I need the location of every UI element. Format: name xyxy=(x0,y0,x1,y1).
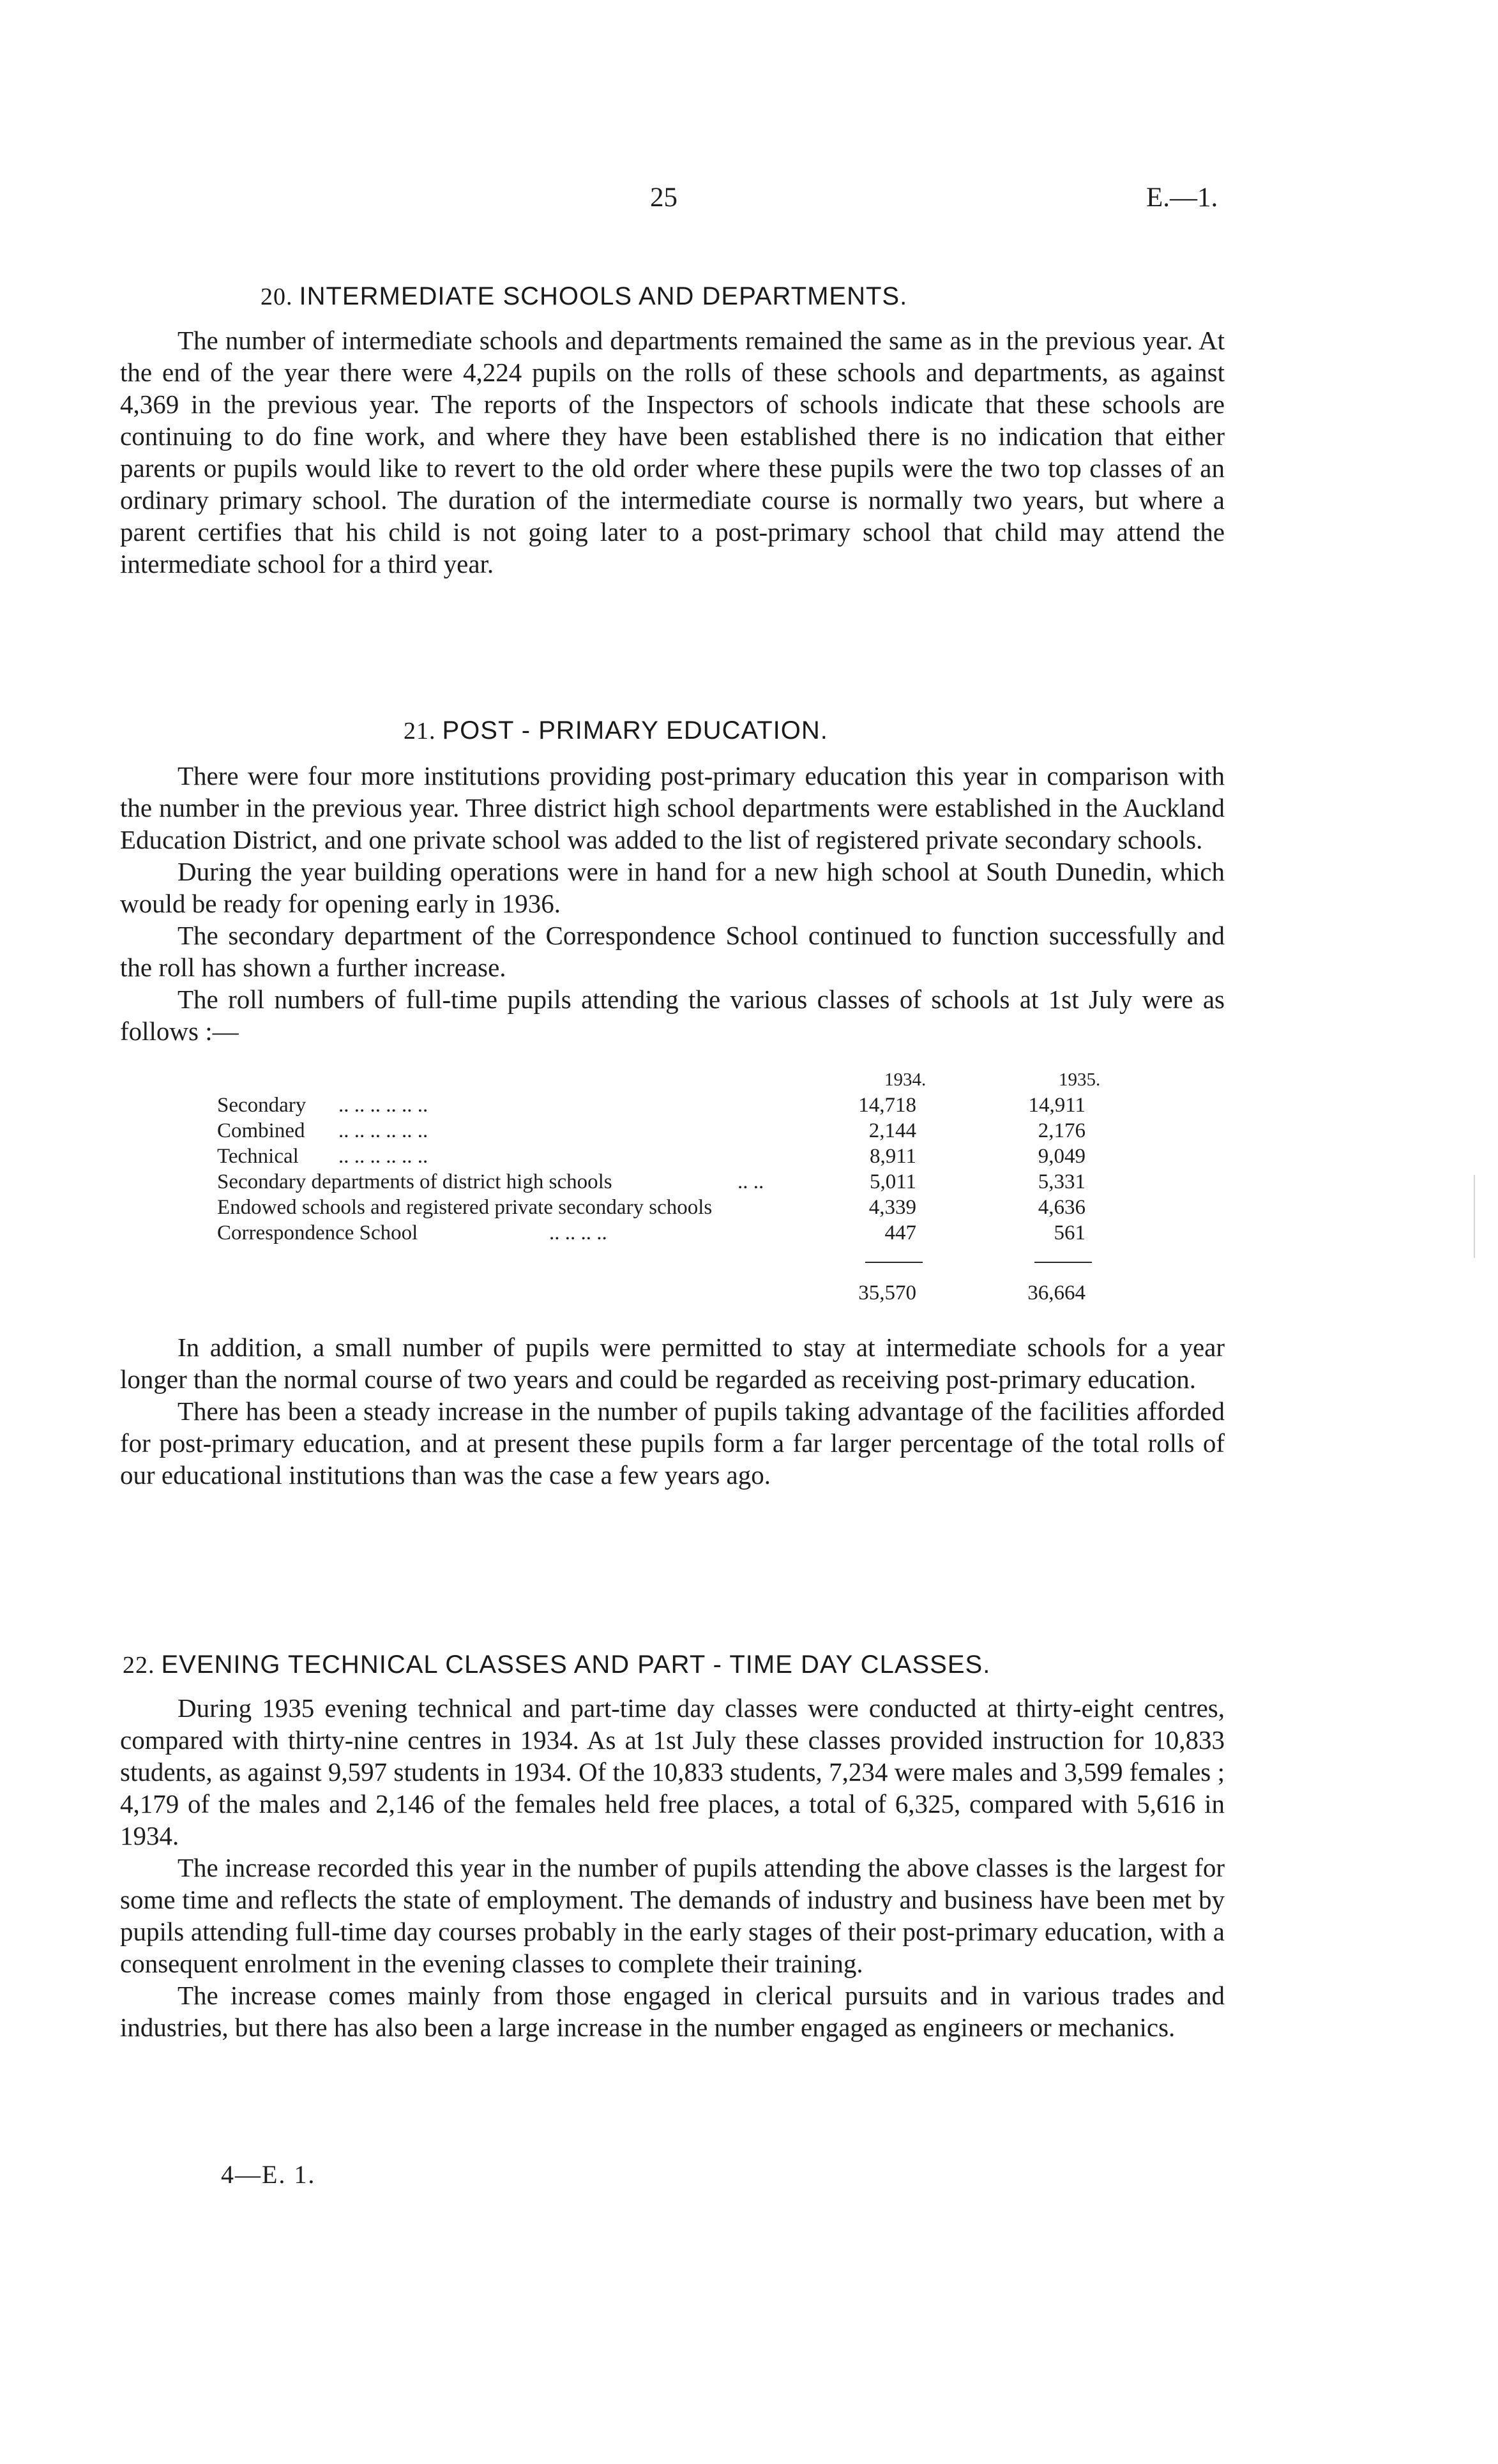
value-1934: 2,144 xyxy=(868,1119,916,1142)
table-row xyxy=(217,1221,1137,1247)
row-label: Endowed schools and registered private secondary schools xyxy=(217,1196,713,1219)
section-21-body xyxy=(120,760,1225,1047)
table-row xyxy=(217,1094,1137,1119)
roll-numbers-table xyxy=(217,1069,1137,1319)
dot-leader: .. .. .. .. xyxy=(549,1221,607,1244)
paragraph: During 1935 evening technical and part-time day classes were conducted at thirty-eight centres, compared with thirty-nine centres in 1934. As at 1st July these classes provided instruction for 10,833 students, as against 9,597 students in 1934. Of the 10,833 students, 7,234 were males and 3,599 females ; 4,179 of the males and 2,146 of the females held free places, a total of 6,325, compared with 5,616 in 1934. xyxy=(120,1693,1225,1850)
paragraph: There has been a steady increase in the number of pupils taking advantage of the facilities afforded for post-primary education, and at present these pupils form a far larger percentage of the total rolls of our educational institutions than was the case a few years ago. xyxy=(120,1396,1225,1490)
paragraph: The roll numbers of full-time pupils attending the various classes of schools at 1st July were as follows :— xyxy=(120,985,1225,1046)
section-20-body xyxy=(120,324,1225,580)
value-1935: 561 xyxy=(1054,1221,1086,1244)
section-21-continuation xyxy=(120,1331,1225,1491)
totals-row xyxy=(217,1281,1137,1307)
paragraph: The secondary department of the Correspondence School continued to function successfully and the roll has shown a further increase. xyxy=(120,921,1225,982)
value-1935: 14,911 xyxy=(1028,1094,1086,1117)
value-1935: 2,176 xyxy=(1038,1119,1086,1142)
section-22-heading xyxy=(123,1651,990,1679)
dot-leader: .. .. .. .. .. .. xyxy=(338,1094,428,1117)
paragraph: The number of intermediate schools and departments remained the same as in the previous year. At the end of the year there were 4,224 pupils on the rolls of these schools and departments, as against 4,369 in the previous year. The reports of the Inspectors of schools indicate that these schools are continuing to do fine work, and where they have been established there is no indication that either parents or pupils would like to revert to the old order where these pupils were the two top classes of an ordinary primary school. The duration of the intermediate course is normally two years, but where a parent certifies that his child is not going later to a post-primary school that child may attend the intermediate school for a third year. xyxy=(120,326,1225,578)
dot-leader: .. .. .. .. .. .. xyxy=(338,1145,428,1168)
table-row xyxy=(217,1170,1137,1196)
section-21-heading xyxy=(404,716,828,745)
table-row xyxy=(217,1119,1137,1145)
section-title: INTERMEDIATE SCHOOLS AND DEPARTMENTS. xyxy=(299,282,908,310)
section-number: 20. xyxy=(261,283,293,310)
section-22-body xyxy=(120,1692,1225,2043)
paragraph: The increase comes mainly from those engaged in clerical pursuits and in various trades and industries, but there has also been a large increase in the number engaged as engineers or mechanics. xyxy=(120,1981,1225,2042)
value-1935: 9,049 xyxy=(1038,1145,1086,1168)
value-1934: 14,718 xyxy=(858,1094,916,1117)
row-label: Technical xyxy=(217,1145,299,1168)
total-1934: 35,570 xyxy=(858,1281,916,1304)
column-header-1935: 1935. xyxy=(1059,1069,1101,1090)
scan-mark xyxy=(1474,1175,1475,1258)
paragraph: In addition, a small number of pupils were permitted to stay at intermediate schools for a year longer than the normal course of two years and could be regarded as receiving post-primary education. xyxy=(120,1333,1225,1394)
value-1934: 4,339 xyxy=(868,1196,916,1219)
value-1934: 8,911 xyxy=(869,1145,916,1168)
dot-leader: .. .. .. .. .. .. xyxy=(338,1119,428,1142)
printer-signature: 4—E. 1. xyxy=(221,2160,316,2189)
row-label: Secondary xyxy=(217,1094,306,1117)
table-row xyxy=(217,1145,1137,1170)
running-head xyxy=(0,182,1498,220)
row-label: Correspondence School xyxy=(217,1221,418,1244)
value-1935: 4,636 xyxy=(1038,1196,1086,1219)
total-rule-1935 xyxy=(1034,1262,1092,1263)
paragraph: The increase recorded this year in the number of pupils attending the above classes is the largest for some time and reflects the state of employment. The demands of industry and business have been met by pupils attending full-time day courses probably in the early stages of their post-primary education, with a consequent enrolment in the evening classes to complete their training. xyxy=(120,1853,1225,1978)
section-title: EVENING TECHNICAL CLASSES AND PART - TIME DAY CLASSES. xyxy=(161,1651,991,1679)
document-reference: E.—1. xyxy=(1146,183,1218,213)
paragraph: There were four more institutions providing post-primary education this year in comparison with the number in the previous year. Three district high school departments were established in the Auckland Education District, and one private school was added to the list of registered private secondary schools. xyxy=(120,761,1225,854)
total-1935: 36,664 xyxy=(1027,1281,1086,1304)
dot-leader: .. .. xyxy=(738,1170,764,1193)
paragraph: During the year building operations were in hand for a new high school at South Dunedin, which would be ready for opening early in 1936. xyxy=(120,857,1225,918)
page-number: 25 xyxy=(650,183,677,213)
value-1935: 5,331 xyxy=(1038,1170,1086,1193)
row-label: Secondary departments of district high schools xyxy=(217,1170,612,1193)
section-number: 21. xyxy=(404,718,436,744)
value-1934: 447 xyxy=(884,1221,916,1244)
total-rule-1934 xyxy=(865,1262,923,1263)
section-20-heading xyxy=(261,282,907,311)
value-1934: 5,011 xyxy=(869,1170,916,1193)
column-header-1934: 1934. xyxy=(884,1069,927,1090)
section-title: POST - PRIMARY EDUCATION. xyxy=(442,716,828,744)
section-number: 22. xyxy=(123,1652,155,1679)
table-row xyxy=(217,1196,1137,1221)
row-label: Combined xyxy=(217,1119,305,1142)
